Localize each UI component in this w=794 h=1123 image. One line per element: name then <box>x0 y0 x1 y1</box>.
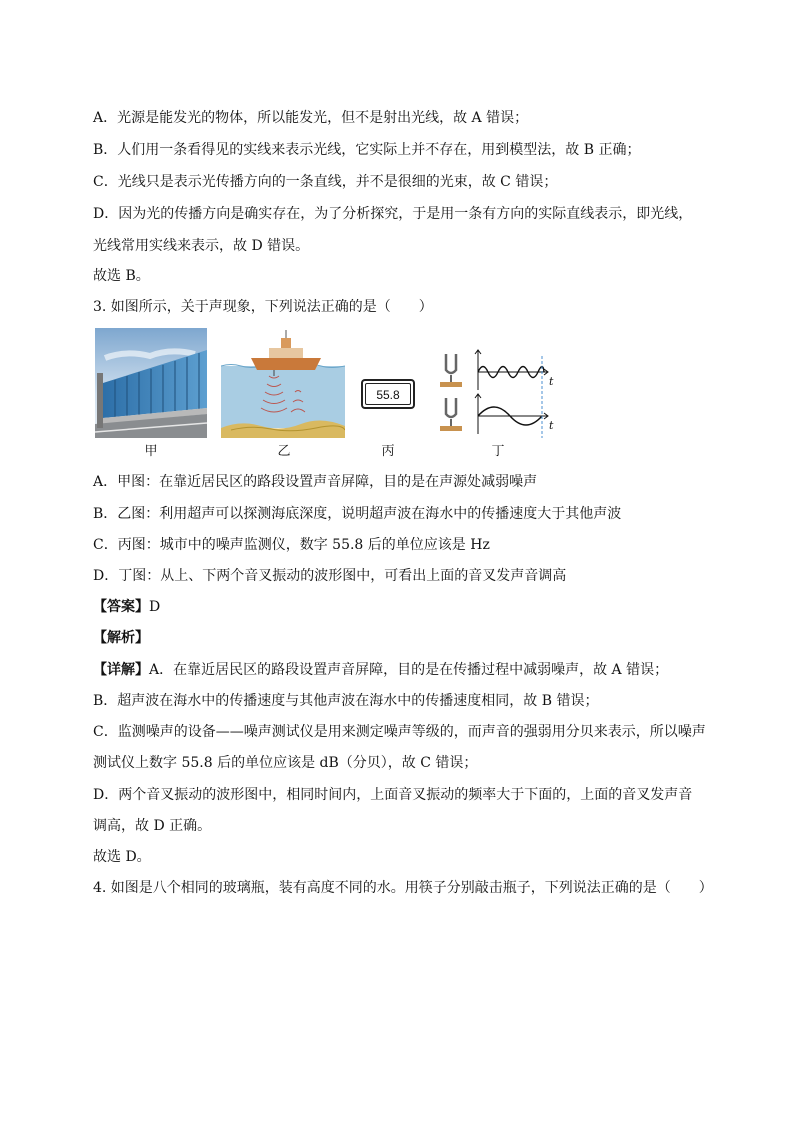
option-d-explanation: D．因为光的传播方向是确实存在，为了分析探究，于是用一条有方向的实际直线表示，即光线， <box>93 206 693 222</box>
detail-b: B．超声波在海水中的传播速度与其他声波在海水中的传播速度相同，故 B 错误； <box>93 693 599 709</box>
detail-d-cont: 调高，故 D 正确。 <box>93 818 212 834</box>
question-3-option-c: C．丙图：城市中的噪声监测仪，数字 55.8 后的单位应该是 Hz <box>93 537 490 553</box>
option-d-explanation-cont: 光线常用实线来表示，故 D 错误。 <box>93 238 310 254</box>
question-3-stem: 3. 如图所示，关于声现象，下列说法正确的是（ ） <box>93 299 433 315</box>
detail-c-cont: 测试仪上数字 55.8 后的单位应该是 dB（分贝），故 C 错误； <box>93 755 478 771</box>
upper-axis-label-t: t <box>549 375 554 388</box>
answer-value: D <box>149 599 161 615</box>
caption-bing: 丙 <box>381 444 395 459</box>
figure-bing-noise-meter <box>361 379 415 409</box>
tuning-fork-waveforms <box>432 348 560 440</box>
previous-conclusion: 故选 B。 <box>93 268 150 284</box>
lower-axis-label-t: t <box>549 419 554 432</box>
detail-a-line <box>93 660 668 680</box>
detail-c: C．监测噪声的设备——噪声测试仪是用来测定噪声等级的，而声音的强弱用分贝来表示，所以噪声 <box>93 724 706 740</box>
question-3-option-d: D．丁图：从上、下两个音叉振动的波形图中，可看出上面的音叉发声音调高 <box>93 568 567 584</box>
question-3-conclusion: 故选 D。 <box>93 849 151 865</box>
upper-waveform-axes <box>475 350 548 390</box>
figure-jia-sound-barrier <box>95 328 207 438</box>
detail-d: D．两个音叉振动的波形图中，相同时间内，上面音叉振动的频率大于下面的，上面的音叉发声音 <box>93 787 693 803</box>
sonar-ship-image <box>221 328 345 438</box>
caption-yi: 乙 <box>277 444 291 459</box>
question-3-option-b: B．乙图：利用超声可以探测海底深度，说明超声波在海水中的传播速度大于其他声波 <box>93 506 622 522</box>
analysis-label: 【解析】 <box>93 630 149 646</box>
caption-ding: 丁 <box>491 444 505 459</box>
option-a-explanation: A．光源是能发光的物体，所以能发光，但不是射出光线，故 A 错误； <box>93 110 529 126</box>
lower-waveform-axes <box>475 394 548 434</box>
question-3-option-a: A．甲图：在靠近居民区的路段设置声音屏障，目的是在声源处减弱噪声 <box>93 474 538 490</box>
detail-label: 【详解】 <box>93 662 149 678</box>
question-4-stem: 4. 如图是八个相同的玻璃瓶，装有高度不同的水。用筷子分别敲击瓶子，下列说法正确的是（ ） <box>93 880 713 896</box>
figure-yi-sonar <box>221 328 345 438</box>
option-b-explanation: B．人们用一条看得见的实线来表示光线，它实际上并不存在，用到模型法，故 B 正确； <box>93 142 641 158</box>
noise-meter-reading: 55.8 <box>365 383 411 405</box>
figure-ding-tuning-forks <box>432 348 560 440</box>
sound-barrier-image <box>95 328 207 438</box>
answer-label: 【答案】 <box>93 599 149 615</box>
lower-tuning-fork <box>440 398 462 431</box>
option-c-explanation: C．光线只是表示光传播方向的一条直线，并不是很细的光束，故 C 错误； <box>93 174 558 190</box>
caption-jia: 甲 <box>144 444 158 459</box>
detail-a: A．在靠近居民区的路段设置声音屏障，目的是在传播过程中减弱噪声，故 A 错误； <box>149 662 669 678</box>
answer-line <box>93 597 160 617</box>
upper-tuning-fork <box>440 354 462 387</box>
